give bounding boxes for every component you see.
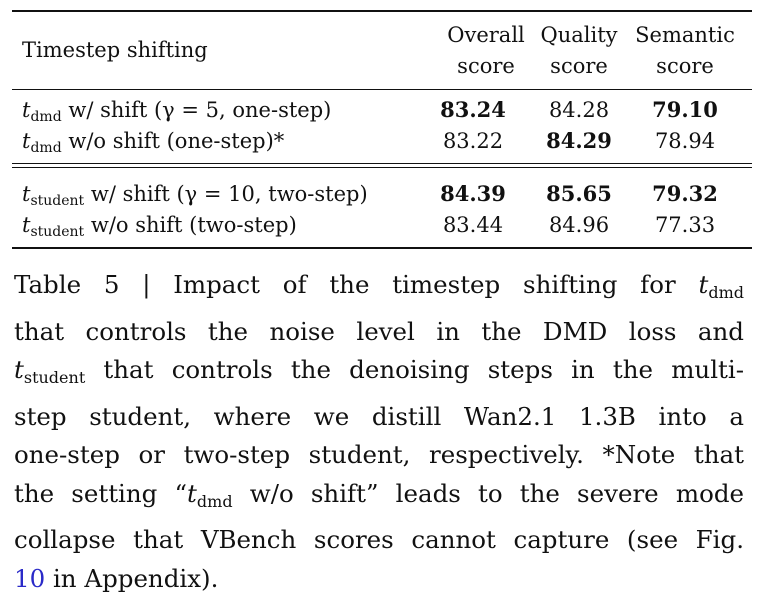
caption-line: 10 in Appendix). <box>14 560 744 598</box>
table-cell-semantic: 79.32 <box>640 181 730 207</box>
header-semantic: Semantic <box>628 22 742 48</box>
caption-line: Table 5 | Impact of the timestep shifting for $t_{dmd}$ <box>14 266 744 313</box>
caption-line: one-step or two-step student, respectively. *Note that <box>14 436 744 475</box>
table-caption <box>14 266 744 598</box>
figure-link[interactable]: 10 <box>14 564 45 593</box>
table-cell-semantic: 77.33 <box>640 212 730 238</box>
table-cell-quality: 85.65 <box>534 181 624 207</box>
caption-line: that controls the noise level in the DMD loss and <box>14 313 744 352</box>
caption-line: $t_{student}$ that controls the denoising steps in the multi- <box>14 351 744 398</box>
table-bottom-rule <box>12 247 752 249</box>
table-cell-semantic: 79.10 <box>640 97 730 123</box>
table-header-rule <box>12 89 752 90</box>
table-row-label: $t_{dmd}$ w/o shift (one-step)* <box>22 128 284 161</box>
table-top-rule <box>12 10 752 12</box>
table-row-label: $t_{student}$ w/ shift (γ = 10, two-step) <box>22 181 368 214</box>
table-cell-quality: 84.28 <box>534 97 624 123</box>
table-group-rule-2 <box>12 167 752 168</box>
table-cell-quality: 84.29 <box>534 128 624 154</box>
table-row-label: $t_{student}$ w/o shift (two-step) <box>22 212 297 245</box>
table-cell-overall: 83.44 <box>428 212 518 238</box>
caption-line: step student, where we distill Wan2.1 1.3B into a <box>14 398 744 437</box>
caption-line: the setting “$t_{dmd}$ w/o shift” leads to the severe mode <box>14 475 744 522</box>
header-timestep-shifting: Timestep shifting <box>22 37 208 63</box>
table-cell-overall: 83.22 <box>428 128 518 154</box>
header-overall-score: score <box>436 53 536 79</box>
header-semantic-score: score <box>628 53 742 79</box>
header-quality: Quality <box>534 22 624 48</box>
table-cell-semantic: 78.94 <box>640 128 730 154</box>
table-row-label: $t_{dmd}$ w/ shift (γ = 5, one-step) <box>22 97 331 130</box>
header-quality-score: score <box>534 53 624 79</box>
table-cell-overall: 83.24 <box>428 97 518 123</box>
caption-line: collapse that VBench scores cannot capture (see Fig. <box>14 521 744 560</box>
table-cell-overall: 84.39 <box>428 181 518 207</box>
header-overall: Overall <box>436 22 536 48</box>
table-group-rule-1 <box>12 163 752 164</box>
table-cell-quality: 84.96 <box>534 212 624 238</box>
